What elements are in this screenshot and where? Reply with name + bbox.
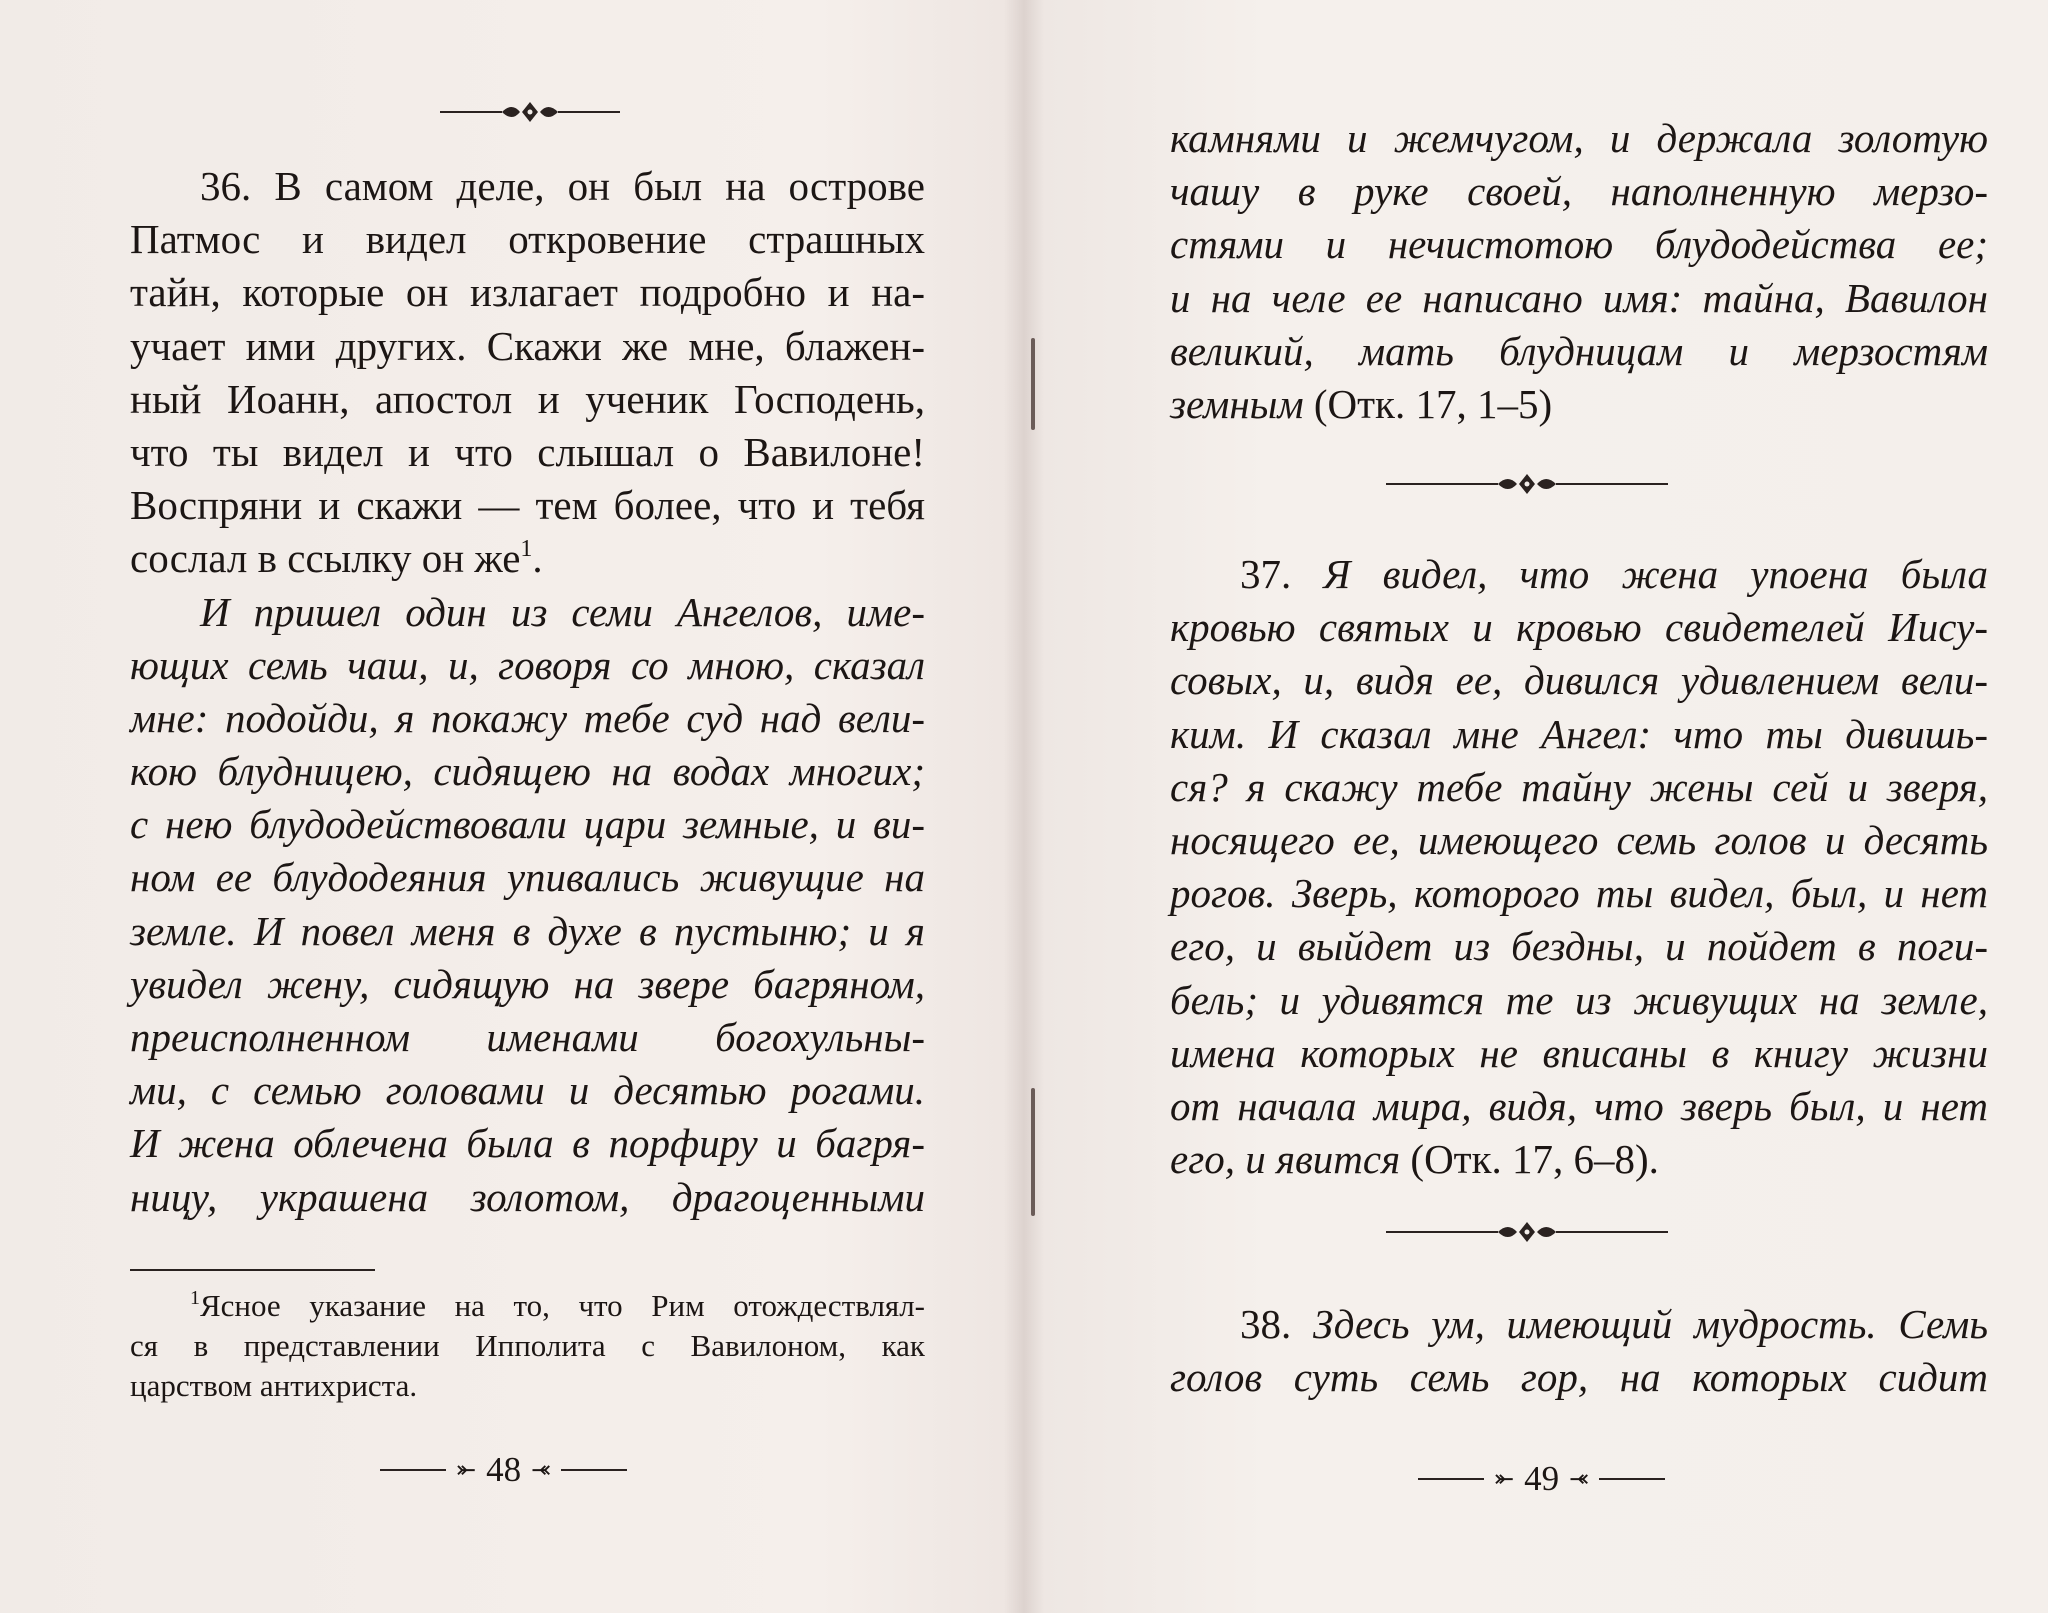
quote-line: чашу в руке своей, наполненную мерзо- — [1170, 168, 1988, 215]
footnote-line: ся в представлении Ипполита с Вавилоном, как — [130, 1328, 925, 1363]
page-number: 48 — [486, 1450, 522, 1489]
folio-rule — [1599, 1478, 1665, 1480]
section-ornament-2 — [1386, 1220, 1668, 1244]
quote-line: кою блудницею, сидящею на водах многих; — [130, 748, 925, 795]
folio-rule — [1418, 1478, 1484, 1480]
top-ornament-left — [440, 100, 620, 124]
quote-line: ющих семь чаш, и, говоря со мною, сказал — [130, 641, 925, 688]
text-line-content: сослал в ссылку он же — [130, 535, 521, 582]
paragraph-number: 37. — [1240, 551, 1292, 597]
section-ornament-1 — [1386, 472, 1668, 496]
quote-line: увидел жену, сидящую на звере багряном, — [130, 960, 925, 1007]
quote-line: великий, мать блудницам и мерзостям — [1170, 327, 1988, 374]
quote-line: ким. И сказал мне Ангел: что ты дивишь- — [1170, 710, 1988, 757]
quote-line — [1170, 378, 1988, 431]
scripture-reference: (Отк. 17, 6–8). — [1400, 1136, 1659, 1183]
folio-rule — [561, 1469, 627, 1471]
left-page — [0, 0, 1020, 1613]
quote-line: камнями и жемчугом, и держала золотую — [1170, 115, 1988, 161]
text-line-end: . — [532, 535, 543, 582]
quote-line: земле. И повел меня в духе в пустыню; и я — [130, 907, 925, 954]
quote-line: совых, и, видя ее, дивился удивлением вели- — [1170, 657, 1988, 704]
quote-continued — [1170, 112, 1988, 431]
scripture-reference: (Отк. 17, 1–5) — [1303, 380, 1553, 427]
text-line — [1170, 548, 1988, 601]
folio-rule — [380, 1469, 446, 1471]
folio-flourish-icon: ⤛ — [1569, 1466, 1590, 1493]
quote-line: носящего ее, имеющего семь голов и десять — [1170, 816, 1988, 863]
page-folio-right — [1418, 1459, 1694, 1499]
quote-line-text: Здесь ум, имеющий мудрость. Семь — [1291, 1301, 1988, 1347]
quote-line: рогов. Зверь, которого ты видел, был, и нет — [1170, 870, 1988, 917]
text-line: Воспряни и скажи — тем более, что и тебя — [130, 482, 925, 529]
paragraph-number: 38. — [1240, 1301, 1292, 1347]
quote-line — [1170, 1133, 1988, 1186]
quote-line: преисполненном именами богохульны- — [130, 1014, 925, 1060]
quote-line: И пришел один из семи Ангелов, име- — [200, 588, 925, 635]
text-line: учает ими других. Скажи же мне, блажен- — [130, 322, 925, 369]
text-line: 36. В самом деле, он был на острове — [200, 163, 925, 209]
quote-line-text: Я видел, что жена упоена была — [1291, 551, 1988, 597]
paragraph-37 — [1170, 548, 1988, 1186]
quote-line: мне: подойди, я покажу тебе суд над вели- — [130, 694, 925, 741]
quote-line: с нею блудодействовали цари земные, и ви- — [130, 801, 925, 848]
folio-flourish-icon: ⤜ — [456, 1457, 477, 1484]
quote-line: И жена облечена была в порфиру и багря- — [130, 1120, 925, 1167]
right-page — [1028, 0, 2048, 1613]
text-line: что ты видел и что слышал о Вавилоне! — [130, 428, 925, 475]
footnote-rule — [130, 1269, 375, 1271]
quote-line: ницу, украшена золотом, драгоценными — [130, 1173, 925, 1220]
footnote-number: 1 — [190, 1287, 200, 1309]
folio-flourish-icon: ⤜ — [1494, 1466, 1515, 1493]
text-line — [1170, 1298, 1988, 1351]
text-line: тайн, которые он излагает подробно и на- — [130, 269, 925, 316]
page-number: 49 — [1524, 1459, 1560, 1498]
text-line: ный Иоанн, апостол и ученик Господень, — [130, 375, 925, 422]
footnote-marker[interactable]: 1 — [520, 536, 533, 563]
quote-line: ся? я скажу тебе тайну жены сей и зверя, — [1170, 763, 1988, 810]
quote-line: ми, с семью головами и десятью рогами. — [130, 1067, 925, 1114]
quote-line: его, и выйдет из бездны, и пойдет в поги- — [1170, 923, 1988, 970]
quote-line-italic: его, и явится — [1170, 1136, 1401, 1183]
quote-line-italic: земным — [1170, 380, 1304, 427]
ornament-flourish-icon — [1386, 1220, 1668, 1244]
paragraph-38 — [1170, 1298, 1988, 1404]
quote-line: имена которых не вписаны в книгу жизни — [1170, 1029, 1988, 1076]
quote-line: от начала мира, видя, что зверь был, и нет — [1170, 1082, 1988, 1129]
ornament-flourish-icon — [1386, 472, 1668, 496]
text-line — [130, 532, 925, 585]
footnote — [130, 1286, 925, 1406]
quote-line: и на челе ее написано имя: тайна, Вавилон — [1170, 274, 1988, 321]
quote-line: стями и нечистотою блудодейства ее; — [1170, 221, 1988, 268]
text-line: Патмос и видел откровение страшных — [130, 216, 925, 263]
quote-line: бель; и удивятся те из живущих на земле, — [1170, 976, 1988, 1023]
footnote-line — [130, 1286, 925, 1326]
footnote-line: царством антихриста. — [130, 1368, 418, 1403]
page-folio-left — [380, 1450, 652, 1490]
footnote-line-text: Ясное указание на то, что Рим отождествлял- — [200, 1288, 925, 1323]
quote-line: голов суть семь гор, на которых сидит — [1170, 1354, 1988, 1401]
ornament-flourish-icon — [440, 100, 620, 124]
quote-line: кровью святых и кровью свидетелей Иису- — [1170, 604, 1988, 651]
paragraph-36 — [130, 160, 925, 1224]
folio-flourish-icon: ⤛ — [531, 1457, 552, 1484]
quote-line: ном ее блудодеяния упивались живущие на — [130, 854, 925, 901]
